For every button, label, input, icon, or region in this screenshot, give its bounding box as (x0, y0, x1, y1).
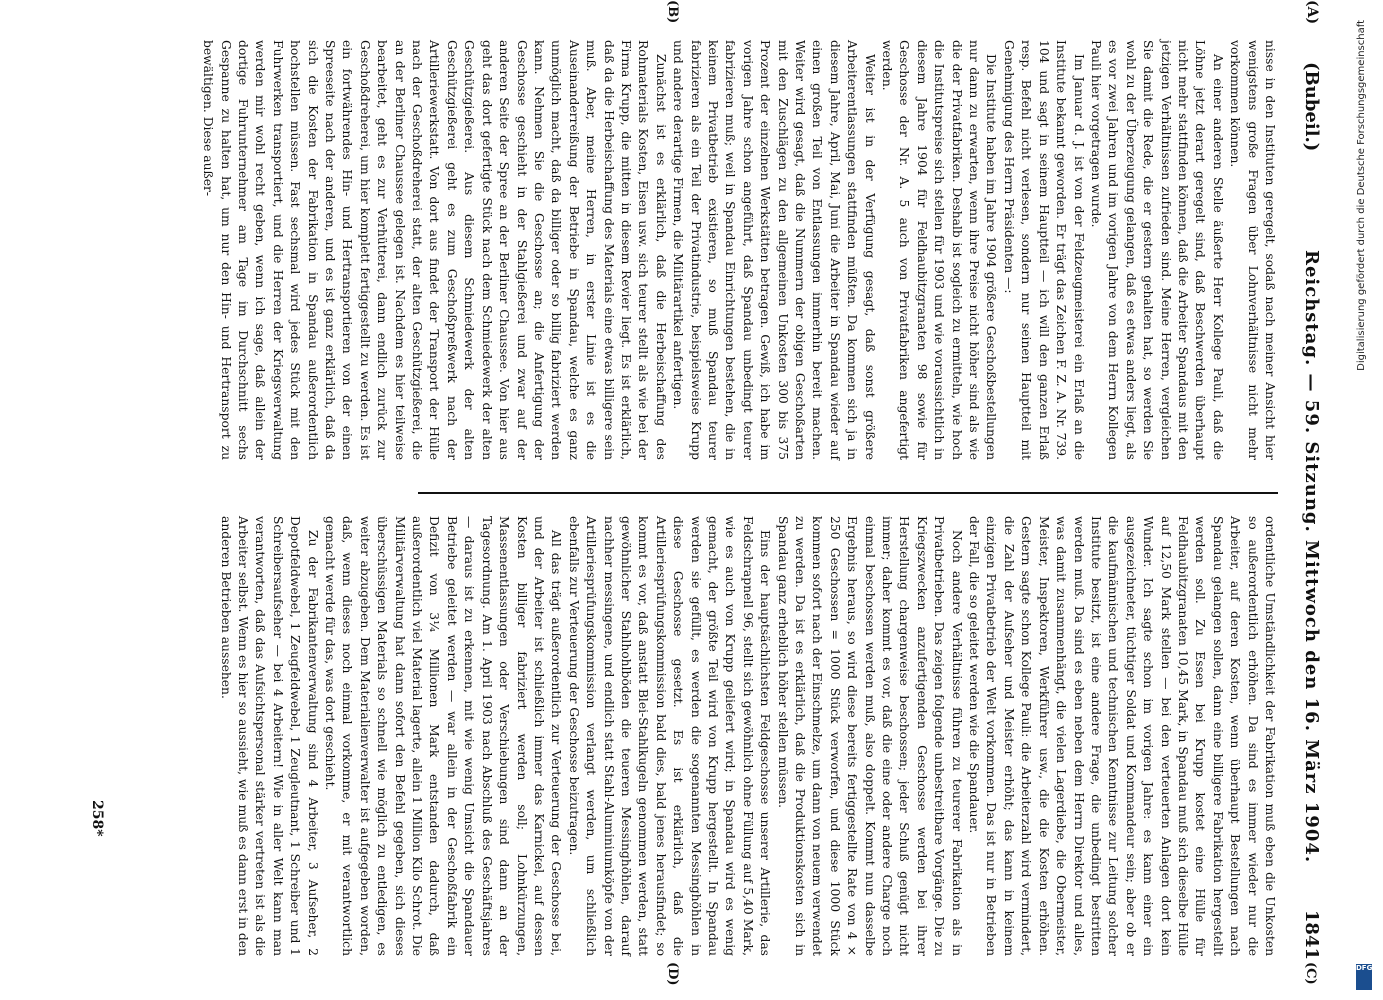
paragraph: Zunächst ist es erklärlich, daß die Herbeischaffung des Rohmaterials Kosten, Eisen usw. sich teurer stellt als wie bei der Firma Krupp, die mitten in diesem Revier liegt. Es ist erklärlich, daß da die Herbeischaffung des Materials eine etwas billigere sein muß. Aber, meine Herren, in erster Linie ist es die Auseinanderreißung der Betriebe in Spandau, welche es ganz unmöglich macht, daß da billiger oder so billig fabriziert werden kann. Nehmen Sie die Geschosse an; die Anfertigung der Geschosse geschieht in der Stahlgießerei und zwar auf der anderen Seite der Spree an der Berliner Chaussee. Von hier aus geht das dort gefertigte Stück nach dem Schmiedewerk der alten Geschützgießerei. Aus diesem Schmiedewerk der alten Geschützgießerei geht es zum Geschoßpreßwerk nach der Artilleriewerkstatt. Von dort aus findet der Transport der Hülle nach der Geschoßdreherei statt, der alten Geschützgießerei, die an der Berliner Chaussee gelegen ist. Nachdem es hier teilweise bearbeitet, geht es zur Verhütterei, dann endlich zurück zur Geschoßdreherei, um hier komplett fertiggestellt zu werden. Es ist ein fortwährendes Hin- und Hertransportieren von der einen Spreeseite nach der anderen, und es ist ganz erklärlich, daß da sich die Kosten der Fabrikation in Spandau außerordentlich hochstellen müssen. Fast sechsmal wird jedes Stück mit den Fuhrwerken transportiert, und die Herren der Kriegsverwaltung werden mir wohl recht geben, wenn ich sage, daß allein der dortige Fuhrunternehmer am Tage im Durchschnitt sechs Gespanne zu halten hat, um nur den Hin- und Hertransport zu bewältigen. Diese außer- (201, 40, 668, 460)
header-title: Reichstag. — 59. Sitzung. Mittwoch den 16. März 1904. (1301, 250, 1322, 864)
right-column (216, 516, 1278, 956)
column-divider (418, 492, 1278, 494)
margin-mark-d: (D) (665, 962, 680, 986)
page-header (1294, 40, 1324, 970)
paragraph: An einer anderen Stelle äußerte Herr Kollege Pauli, daß die Löhne jetzt derart geregelt sind, daß Beschwerden überhaupt nicht mehr stattfinden können, daß die Arbeiter Spandaus mit den jetzigen Verhältnissen zufrieden sind. Meine Herren, vergleichen Sie damit die Rede, die er gestern gehalten hat, so werden Sie wohl zu der Überzeugung gelangen, daß es etwas anders liegt, als es vor zwei Jahren und im vorigen Jahre von dem Herrn Kollegen Pauli hier vorgetragen wurde. (1088, 40, 1225, 460)
paragraph: Im Januar d. J. ist von der Feldzeugmeisterei ein Erlaß an die Institute bekannt geworden. Er trägt das Zeichen F. Z. A. Nr. 739. 104 und sagt in seinem Hauptteil — ich will den ganzen Erlaß resp. Befehl nicht verlesen, sondern nur seinen Hauptteil mit Genehmigung des Herrn Präsidenten —: (1001, 40, 1086, 460)
paragraph: All das trägt außerordentlich zur Verteuerung der Geschosse bei, und der Arbeiter ist schließlich immer das Karnickel, auf dessen Kosten billiger fabriziert werden soll; Lohnkürzungen, Massenentlassungen oder Verschiebungen sind dann an der Tagesordnung. Am 1. April 1903 nach Abschluß des Geschäftsjahres — daraus ist zu erkennen, mit wie wenig Umsicht die Spandauer Betriebe geleitet werden — war allein in der Geschoßfabrik ein Defizit von 3¼ Millionen Mark entstanden dadurch, daß außerordentlich viel Material lagerte, allein 1 Million Kilo Schrot. Die Militärverwaltung hat dann sofort den Befehl gegeben, sich dieses überschüssigen Materials so schnell wie möglich zu entledigen, es weiter abzugeben. Dem Materialienverwalter ist aufgegeben worden, daß, wenn dieses noch einmal vorkomme, er mit verantwortlich gemacht werde für das, was dort geschieht. (323, 516, 564, 956)
dfg-logo: DFG (1356, 964, 1372, 990)
paragraph: Zu der Fabrikantenverwaltung sind 4 Arbeiter, 3 Aufseher, 2 Depotfeldwebel, 1 Zeugfeldwebel, 1 Zeugleutnant, 1 Schreiber und 1 Schreibersaufseher — bei 4 Arbeitern! Wie in aller Welt kann man verantworten, daß das Aufsichtspersonal stärker vertreten ist als die Arbeiter selbst. Wenn es hier so aussieht, wie muß es dann erst in den anderen Betrieben aussehen. (218, 516, 320, 956)
left-column (199, 40, 1278, 460)
digitization-credit (1356, 20, 1374, 980)
paragraph: ordentliche Umständlichkeit der Fabrikation muß eben die Unkosten so außerordentlich erhöhen. Da sind es immer wieder nur die Arbeiter, auf deren Kosten, wenn überhaupt Bestellungen nach Spandau gelangen sollen, dann eine billigere Fabrikation hergestellt werden soll. Zu Essen bei Krupp kostet eine Hülle für Feldhaubitzgranaten 10,45 Mark, in Spandau muß sich dieselbe Hülle auf 12,50 Mark stellen — bei den verteuerten Anlagen dort kein Wunder. Ich sagte schon im vorigen Jahre: es kann einer ein ausgezeichneter, tüchtiger Soldat und Kommandeur sein; aber ob er die kaufmännischen und technischen Kenntnisse zur Leitung solcher Institute besitzt, ist eine andere Frage, die unbedingt bestritten werden muß. Da sind es eben neben dem Herrn Direktor und alles, was damit zusammenhängt, die vielen Lagerdiebe, die Obermeister, Meister, Inspektoren, Werkführer usw., die die Kosten erhöhen. Gestern sagte schon Kollege Pauli: die Arbeiterzahl wird vermindert, die Zahl der Aufseher und Meister erhöht; das kann in keinem einzigen Privatbetrieb der Welt vorkommen. Das ist nur in Betrieben der Fall, die so geleitet werden wie die Spandauer. (967, 516, 1277, 956)
page-number: 1841 (1301, 909, 1322, 960)
header-speaker: (Bubeil.) (1301, 62, 1322, 152)
paragraph: nisse in den Instituten geregelt, sodaß nach meiner Ansicht hier wenigstens große Fragen über Lohnverhältnisse nicht mehr vorkommen können. (1228, 40, 1277, 460)
credit-text: Digitalisierung gefördert durch die Deutsche Forschungsgemeinschaft (1356, 20, 1367, 371)
margin-mark-c: (C) (1303, 962, 1318, 985)
paragraph: Weiter ist in der Verfügung gesagt, daß sonst größere Arbeiterentlassungen stattfinden müßten. Da kommen sich ja in diesem Jahre, April, Mai, Juni die Arbeiter in Spandau wieder auf einen großen Teil von Entlassungen immerhin bereit machen. Weiter wird gesagt, daß die Nummern der obigen Geschoßarten mit den Zuschlägen zu den allgemeinen Unkosten 300 bis 375 Prozent der einzelnen Werkstätten betragen. Gewiß, ich habe im vorigen Jahre schon angeführt, daß Spandau unbedingt teurer fabrizieren muß; weil in Spandau Einrichtungen bestehen, die in keinem Privatbetrieb existieren, so muß Spandau teurer fabrizieren als ein Teil der Privatindustrie, beispielsweise Krupp und andere derartige Firmen, die Militärartikel anfertigen. (671, 40, 877, 460)
margin-mark-b: (B) (665, 0, 680, 24)
paragraph: Eins der hauptsächlichsten Feldgeschosse unserer Artillerie, das Feldschrapnell 96, stellt sich gewöhnlich ohne Füllung auf 5,40 Mark, wie es auch von Krupp geliefert wird; in Spandau wird es wenig gemacht, der größte Teil wird von Krupp hergestellt. In Spandau werden sie gefüllt, es werden die sogenannten Messinghöhlen in diese Geschosse gesetzt. Es ist erklärlich, daß die Artilleriesprüfungskommission bald dies, bald jenes herausfindet; so kommt es vor, daß anstatt Blei-Stahlkugeln genommen werden, statt gewöhnlicher Stahlhohlböden die teueren Messinghöhlen, darauf nachher messingene, und endlich statt Stahl-Aluminiumköpfe von der Artilleriesprüfungskommission verlangt werden, um schließlich ebenfalls zur Verteuerung der Geschosse beizutragen. (566, 516, 773, 956)
sheet-signature: 258* (89, 800, 105, 837)
quoted-paragraph: Die Institute haben im Jahre 1904 größere Geschoßbestellungen nur dann zu erwarten, wenn ihre Preise nicht höher sind als wie die der Privatfabriken. Deshalb ist sogleich zu ermitteln, wie hoch die Institutspreise sich stellen für 1903 und wie voraussichtlich in diesem Jahre 1904 für Feldhaubitzgranaten 98 sowie für Geschosse der Nr. A. 5 auch von Privatfabriken angefertigt werden. (880, 40, 999, 460)
paragraph: Noch andere Verhältnisse führen zu teurerer Fabrikation als in Privatbetrieben. Das zeigen folgende unbestreitbare Vorgänge. Die zu Kriegszwecken anzufertigenden Geschosse werden bei ihrer Herstellung chargenweise beschossen; jeder Schuß genügt nicht immer; daher kommt es vor, daß die eine oder andere Charge noch einmal beschossen werden muß, also doppelt. Kommt nun dasselbe Ergebnis heraus, so wird diese bereits fertiggestellte Rate von 4 × 250 Geschossen = 1000 Stück verworfen, und diese 1000 Stück kommen sofort nach der Einschmelze, um dann von neuem verwendet zu werden. Da ist es erklärlich, daß die Produktionskosten sich in Spandau ganz erheblich höher stellen müssen. (775, 516, 964, 956)
margin-mark-a: (A) (1304, 0, 1320, 25)
